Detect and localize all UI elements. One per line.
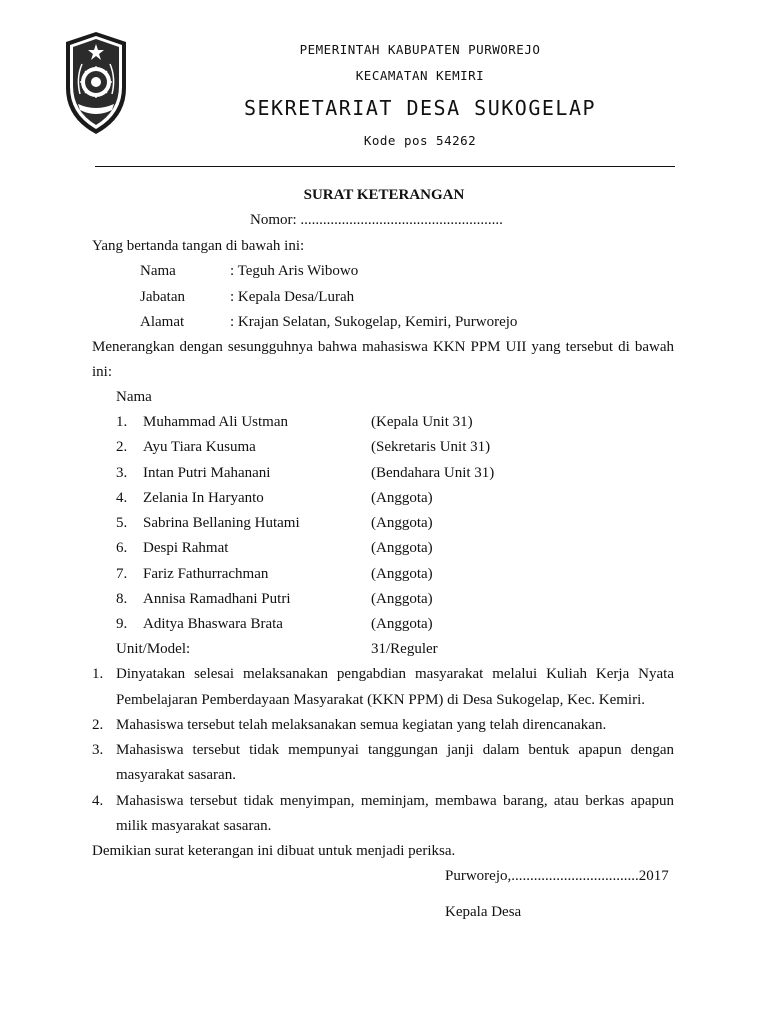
student-name: Annisa Ramadhani Putri [143, 591, 291, 607]
student-number: 6. [116, 540, 128, 556]
letterhead-divider [95, 166, 675, 167]
student-role: (Anggota) [371, 616, 433, 632]
statement-line-1: Menerangkan dengan sesungguhnya bahwa mahasiswa KKN PPM UII yang tersebut di bawah [92, 339, 674, 355]
signer-value-position: : Kepala Desa/Lurah [230, 289, 355, 305]
student-name: Intan Putri Mahanani [143, 465, 271, 481]
signer-value-name: : Teguh Aris Wibowo [230, 263, 359, 279]
unit-label: Unit/Model: [116, 641, 191, 657]
student-name: Zelania In Haryanto [143, 490, 264, 506]
point-text: masyarakat sasaran. [116, 767, 236, 783]
signature-title: Kepala Desa [445, 904, 522, 920]
signer-value-address: : Krajan Selatan, Sukogelap, Kemiri, Purworejo [230, 314, 518, 330]
student-number: 9. [116, 616, 128, 632]
unit-value: 31/Reguler [371, 641, 438, 657]
student-name: Muhammad Ali Ustman [143, 414, 288, 430]
student-role: (Bendahara Unit 31) [371, 465, 495, 481]
point-text: Pembelajaran Pemberdayaan Masyarakat (KKN PPM) di Desa Sukogelap, Kec. Kemiri. [116, 692, 646, 708]
student-name: Despi Rahmat [143, 540, 229, 556]
student-name: Fariz Fathurrachman [143, 566, 269, 582]
students-header: Nama [116, 389, 152, 405]
intro-text: Yang bertanda tangan di bawah ini: [92, 238, 305, 254]
student-number: 1. [116, 414, 128, 430]
statement-line-2: ini: [92, 364, 113, 380]
place-date: Purworejo,..................................2017 [445, 868, 669, 884]
student-name: Sabrina Bellaning Hutami [143, 515, 300, 531]
student-name: Aditya Bhaswara Brata [143, 616, 283, 632]
student-role: (Anggota) [371, 515, 433, 531]
student-role: (Anggota) [371, 591, 433, 607]
student-role: (Kepala Unit 31) [371, 414, 473, 430]
point-text: Mahasiswa tersebut telah melaksanakan semua kegiatan yang telah direncanakan. [116, 717, 607, 733]
point-number: 2. [92, 717, 104, 733]
point-number: 4. [92, 793, 104, 809]
student-number: 3. [116, 465, 128, 481]
student-role: (Anggota) [371, 490, 433, 506]
student-role: (Anggota) [371, 540, 433, 556]
point-text: milik masyarakat sasaran. [116, 818, 272, 834]
letterhead-postal-code: Kode pos 54262 [363, 133, 477, 148]
student-number: 8. [116, 591, 128, 607]
point-text: Mahasiswa tersebut tidak mempunyai tanggungan janji dalam bentuk apapun dengan [116, 742, 674, 758]
student-number: 4. [116, 490, 128, 506]
letterhead-government: PEMERINTAH KABUPATEN PURWOREJO [299, 42, 541, 57]
document-title: SURAT KETERANGAN [303, 187, 465, 203]
signer-label-name: Nama [140, 263, 176, 279]
letterhead-district: KECAMATAN KEMIRI [355, 68, 485, 83]
purworejo-regency-emblem-icon [62, 30, 130, 136]
student-role: (Sekretaris Unit 31) [371, 439, 491, 455]
point-number: 1. [92, 666, 104, 682]
signer-label-address: Alamat [140, 314, 185, 330]
student-number: 7. [116, 566, 128, 582]
point-text: Dinyatakan selesai melaksanakan pengabdian masyarakat melalui Kuliah Kerja Nyata [116, 666, 674, 682]
closing-text: Demikian surat keterangan ini dibuat untuk menjadi periksa. [92, 843, 456, 859]
point-number: 3. [92, 742, 104, 758]
document-number: Nomor: ...................................................... [250, 212, 503, 228]
student-number: 2. [116, 439, 128, 455]
signer-label-position: Jabatan [140, 289, 185, 305]
letterhead-office: SEKRETARIAT DESA SUKOGELAP [243, 96, 597, 120]
student-number: 5. [116, 515, 128, 531]
point-text: Mahasiswa tersebut tidak menyimpan, meminjam, membawa barang, atau berkas apapun [116, 793, 674, 809]
student-role: (Anggota) [371, 566, 433, 582]
student-name: Ayu Tiara Kusuma [143, 439, 256, 455]
